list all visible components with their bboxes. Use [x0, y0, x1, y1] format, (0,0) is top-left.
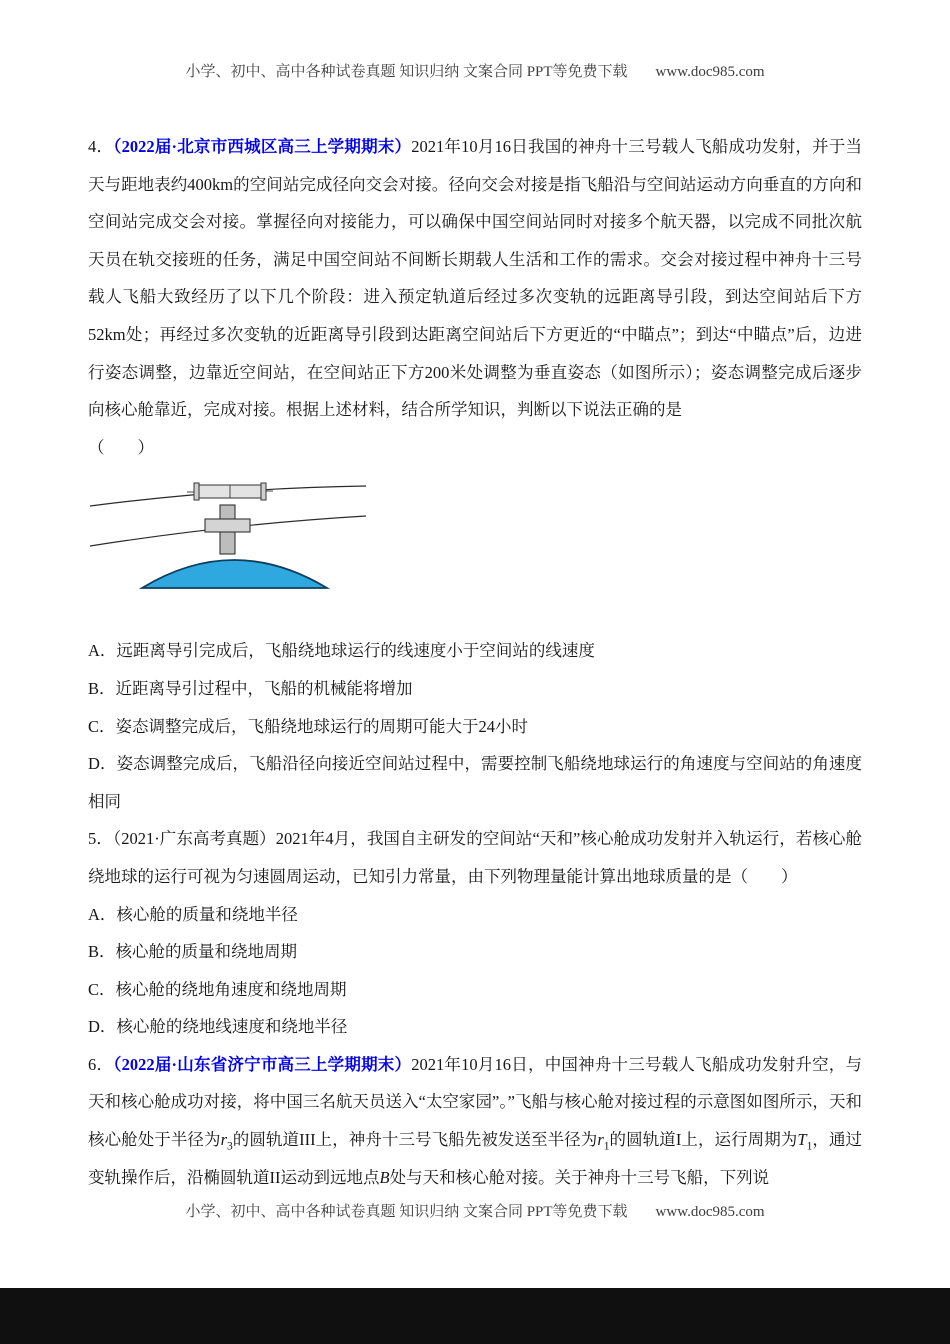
- footer-url: www.doc985.com: [655, 1204, 765, 1220]
- question-4-stem: 4．（2022届·北京市西城区高三上学期期末）2021年10月16日我国的神舟十三号载人飞船成功发射，并于当天与距地表约400km的空间站完成径向交会对接。径向交会对接是指飞船沿与空间站运动方向垂直的方向和空间站完成交会对接。掌握径向对接能力，可以确保中国空间站同时对接多个航天器，以完成不同批次航天员在轨交接班的任务，满足中国空间站不间断长期载人生活和工作的需求。交会对接过程中神舟十三号载人飞船大致经历了以下几个阶段：进入预定轨道后经过多次变轨的远距离导引段，到达空间站后下方52km处；再经过多次变轨的近距离导引段到达距离空间站后下方更近的“中瞄点”；到达“中瞄点”后，边进行姿态调整，边靠近空间站，在空间站正下方200米处调整为垂直姿态（如图所示）；姿态调整完成后逐步向核心舱靠近，完成对接。根据上述材料，结合所学知识，判断以下说法正确的是 （ ）: [88, 137, 862, 457]
- q4-option-d: D．姿态调整完成后，飞船沿径向接近空间站过程中，需要控制飞船绕地球运行的角速度与空间站的角速度相同: [88, 754, 862, 811]
- q4-option-b: B．近距离导引过程中，飞船的机械能将增加: [88, 678, 413, 698]
- question-4: [88, 128, 862, 820]
- question-4-options: [88, 632, 862, 820]
- question-5: [88, 820, 862, 1046]
- spacecraft-icon: [205, 505, 250, 554]
- question-6: [88, 1046, 862, 1196]
- question-5-stem: 5．（2021·广东高考真题）2021年4月，我国自主研发的空间站“天和”核心舱成功发射并入轨运行，若核心舱绕地球的运行可视为匀速圆周运动，已知引力常量，由下列物理量能计算出地球质量的是（ ）: [88, 829, 862, 886]
- page-footer: [0, 1202, 950, 1222]
- q4-docking-diagram: [90, 476, 366, 592]
- q5-option-a: A．核心舱的质量和绕地半径: [88, 904, 298, 924]
- footer-text: 小学、初中、高中各种试卷真题 知识归纳 文案合同 PPT等免费下载: [185, 1204, 628, 1220]
- page-header: [88, 62, 862, 82]
- q4-option-c: C．姿态调整完成后，飞船绕地球运行的周期可能大于24小时: [88, 716, 529, 736]
- q5-option-d: D．核心舱的绕地线速度和绕地半径: [88, 1017, 348, 1037]
- q5-option-c: C．核心舱的绕地角速度和绕地周期: [88, 979, 347, 999]
- question-5-options: [88, 896, 862, 1046]
- header-text: 小学、初中、高中各种试卷真题 知识归纳 文案合同 PPT等免费下载: [185, 64, 628, 80]
- q4-option-a: A．远距离导引完成后，飞船绕地球运行的线速度小于空间站的线速度: [88, 641, 595, 661]
- page-bottom-gap: [0, 1288, 950, 1344]
- question-6-stem: 6．（2022届·山东省济宁市高三上学期期末）2021年10月16日，中国神舟十三号载人飞船成功发射升空，与天和核心舱成功对接，将中国三名航天员送入“太空家园”。”飞船与核心舱对接过程的示意图如图所示，天和核心舱处于半径为$r_3$的圆轨道III上，神舟十三号飞船先被发送至半径为$r_1$的圆轨道I上，运行周期为$T_1$，通过变轨操作后，沿椭圆轨道II运动到远地点B处与天和核心舱对接。关于神舟十三号飞船，下列说: [88, 1054, 863, 1187]
- space-station-icon: [187, 483, 273, 500]
- header-url: www.doc985.com: [655, 64, 765, 80]
- q5-option-b: B．核心舱的质量和绕地周期: [88, 942, 298, 962]
